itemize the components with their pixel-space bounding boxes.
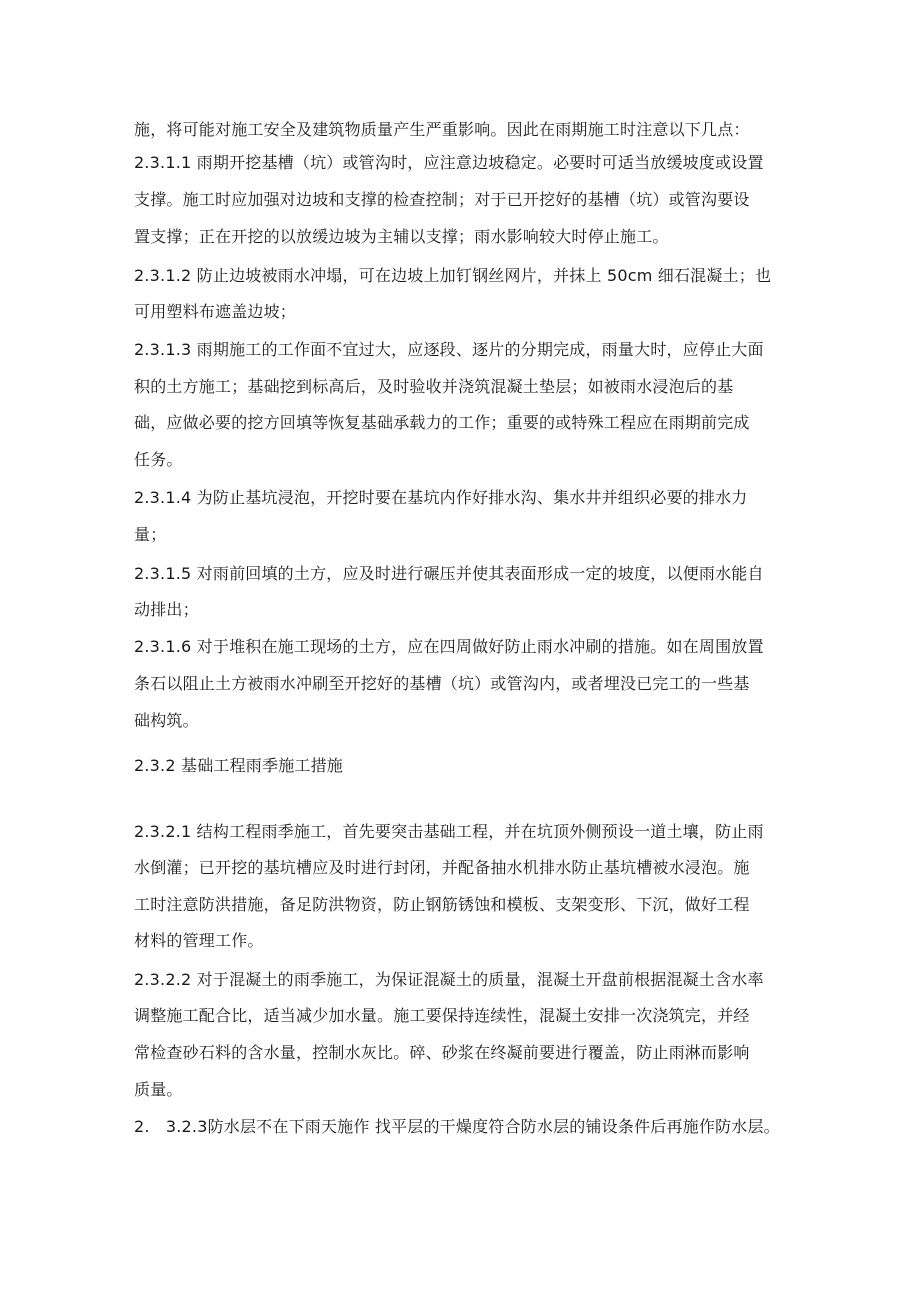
- section-2-3-1-1-line: 2.3.1.1 雨期开挖基槽（坑）或管沟时，应注意边坡稳定。必要时可适当放缓坡度或设置: [134, 153, 764, 172]
- text-line: 动排出；: [134, 600, 199, 619]
- text-line: 可用塑料布遮盖边坡；: [134, 302, 297, 321]
- section-2-3-1-4-line: 2.3.1.4 为防止基坑浸泡，开挖时要在基坑内作好排水沟、集水井并组织必要的排水力: [134, 488, 748, 507]
- section-2-3-2-2-line: 2.3.2.2 对于混凝土的雨季施工，为保证混凝土的质量，混凝土开盘前根据混凝土含水率: [134, 970, 764, 989]
- section-2-3-2-3-line: 2. 3.2.3防水层不在下雨天施作 找平层的干燥度符合防水层的铺设条件后再施作防水层。: [134, 1117, 780, 1136]
- text-line: 置支撑；正在开挖的以放缓边坡为主辅以支撑；雨水影响较大时停止施工。: [134, 227, 669, 246]
- section-2-3-1-5-line: 2.3.1.5 对雨前回填的土方，应及时进行碾压并使其表面形成一定的坡度，以便雨水能自: [134, 564, 764, 583]
- section-2-3-1-6-line: 2.3.1.6 对于堆积在施工现场的土方，应在四周做好防止雨水冲刷的措施。如在周围放置: [134, 637, 764, 656]
- section-2-3-2-1-line: 2.3.2.1 结构工程雨季施工，首先要突击基础工程，并在坑顶外侧预设一道土壤，防止雨: [134, 822, 764, 841]
- text-line: 础，应做必要的挖方回填等恢复基础承载力的工作；重要的或特殊工程应在雨期前完成: [134, 413, 750, 432]
- text-line: 调整施工配合比，适当减少加水量。施工要保持连续性，混凝土安排一次浇筑完，并经: [134, 1006, 750, 1025]
- text-line: 任务。: [134, 450, 183, 469]
- text-line: 材料的管理工作。: [134, 931, 264, 950]
- text-line: 施，将可能对施工安全及建筑物质量产生严重影响。因此在雨期施工时注意以下几点：: [134, 120, 750, 139]
- text-line: 础构筑。: [134, 711, 199, 730]
- text-line: 量；: [134, 525, 167, 544]
- text-line: 质量。: [134, 1080, 183, 1099]
- text-line: 工时注意防洪措施，备足防洪物资，防止钢筋锈蚀和模板、支架变形、下沉，做好工程: [134, 895, 750, 914]
- text-line: 积的土方施工；基础挖到标高后，及时验收并浇筑混凝土垫层；如被雨水浸泡后的基: [134, 377, 734, 396]
- text-line: 水倒灌；已开挖的基坑槽应及时进行封闭，并配备抽水机排水防止基坑槽被水浸泡。施: [134, 858, 750, 877]
- text-line: 支撑。施工时应加强对边坡和支撑的检查控制；对于已开挖好的基槽（坑）或管沟要设: [134, 190, 750, 209]
- section-2-3-1-3-line: 2.3.1.3 雨期施工的工作面不宜过大，应逐段、逐片的分期完成，雨量大时，应停止大面: [134, 340, 764, 359]
- section-heading-2-3-2: 2.3.2 基础工程雨季施工措施: [134, 756, 343, 775]
- text-line: 条石以阻止土方被雨水冲刷至开挖好的基槽（坑）或管沟内，或者埋没已完工的一些基: [134, 674, 750, 693]
- text-line: 常检查砂石料的含水量，控制水灰比。碎、砂浆在终凝前要进行覆盖，防止雨淋而影响: [134, 1043, 750, 1062]
- section-2-3-1-2-line: 2.3.1.2 防止边坡被雨水冲塌，可在边坡上加钉钢丝网片，并抹上 50cm 细石混凝土；也: [134, 266, 772, 285]
